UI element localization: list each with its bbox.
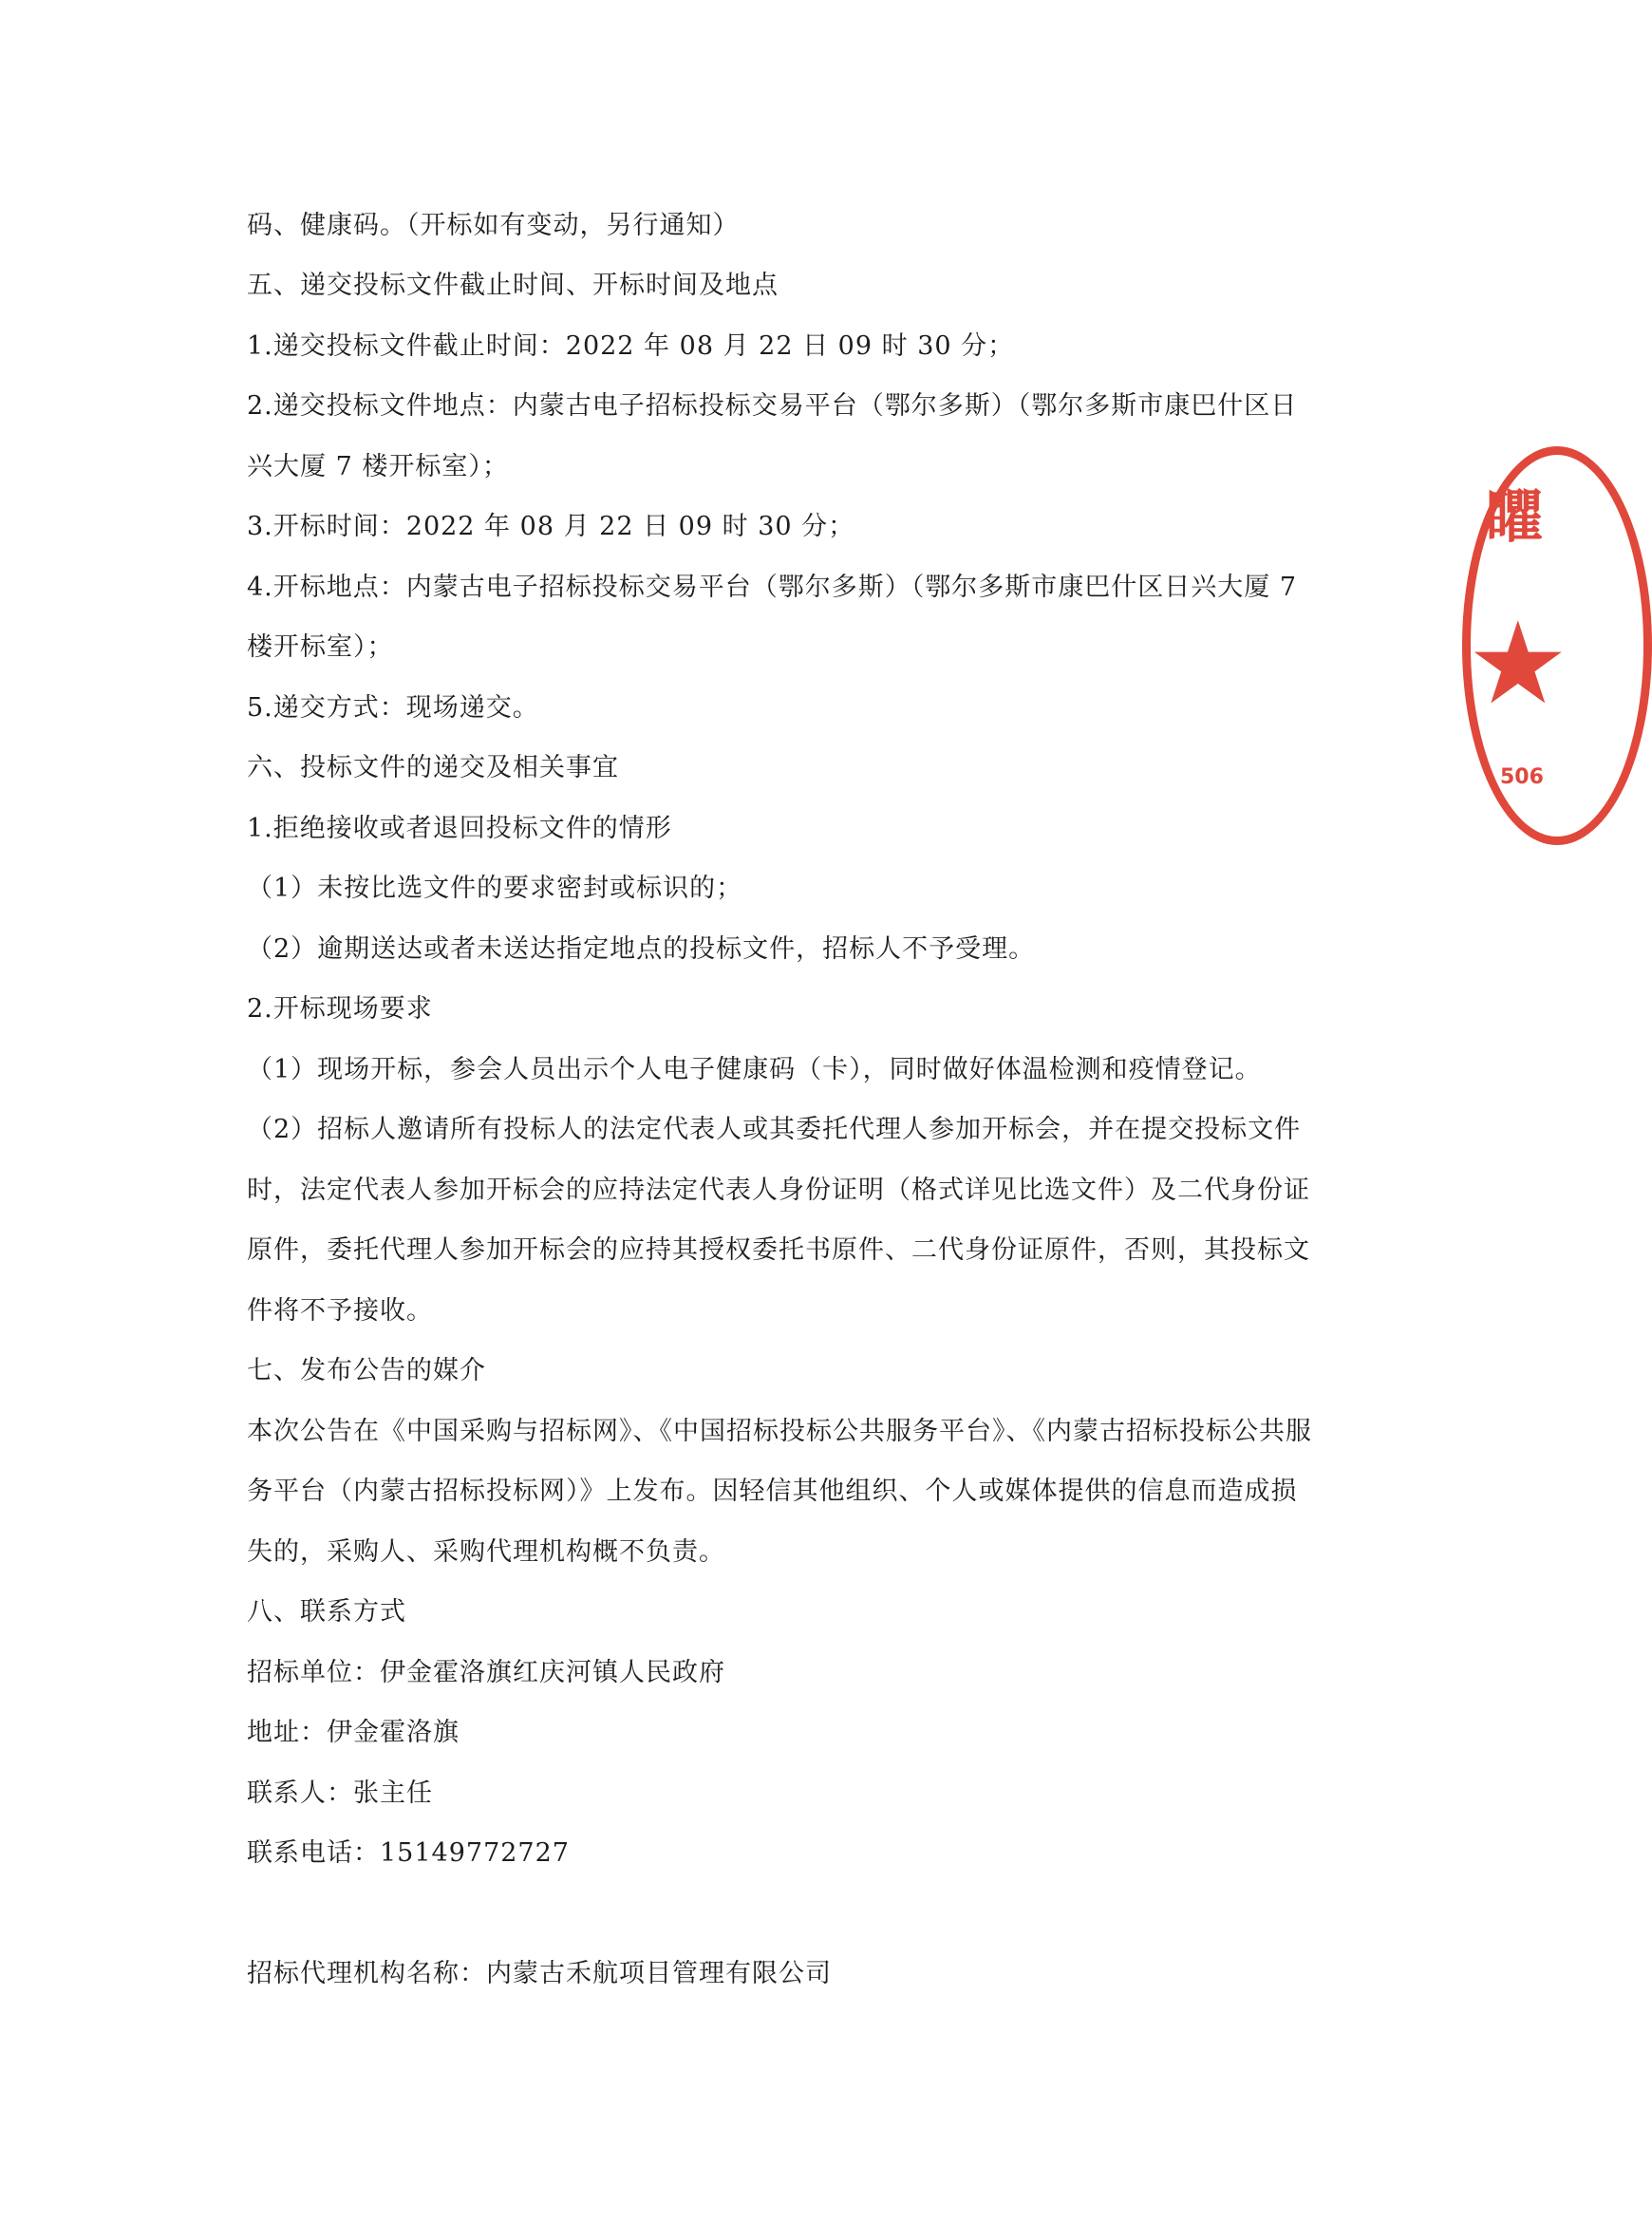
text-line-submit-method: 5.递交方式：现场递交。	[247, 693, 539, 723]
text-line-contact-person: 联系人：张主任	[247, 1779, 433, 1808]
seal-char: 䂂	[1486, 484, 1543, 551]
text-line-contact-phone: 联系电话：15149772727	[247, 1838, 570, 1868]
text-line-onsite-requirements: 2.开标现场要求	[247, 994, 433, 1024]
text-line-media-cont-2: 失的，采购人、采购代理机构概不负责。	[247, 1537, 725, 1567]
seal-star-icon: ★	[1467, 598, 1569, 730]
text-line-onsite-item-2-cont-1: 时，法定代表人参加开标会的应持法定代表人身份证明（格式详见比选文件）及二代身份证	[247, 1176, 1310, 1205]
text-line-deadline: 1.递交投标文件截止时间：2022 年 08 月 22 日 09 时 30 分；	[247, 331, 1015, 361]
text-line-media: 本次公告在《中国采购与招标网》、《中国招标投标公共服务平台》、《内蒙古招标投标公共服	[247, 1417, 1312, 1446]
seal-number: 506	[1500, 765, 1544, 789]
text-line-opening-place: 4.开标地点：内蒙古电子招标投标交易平台（鄂尔多斯）（鄂尔多斯市康巴什区日兴大厦 7	[247, 573, 1298, 602]
text-line-onsite-item-2-cont-3: 件将不予接收。	[247, 1296, 433, 1326]
text-line-opening-time: 3.开标时间：2022 年 08 月 22 日 09 时 30 分；	[247, 512, 855, 541]
text-line-location-cont: 兴大厦 7 楼开标室）；	[247, 452, 509, 481]
section-heading-8: 八、联系方式	[247, 1597, 406, 1627]
text-line-reject-cases: 1.拒绝接收或者退回投标文件的情形	[247, 814, 672, 843]
text-line-tenderer: 招标单位：伊金霍洛旗红庆河镇人民政府	[247, 1658, 725, 1687]
text-line-address: 地址：伊金霍洛旗	[247, 1718, 460, 1747]
text-line-onsite-item-2-cont-2: 原件，委托代理人参加开标会的应持其授权委托书原件、二代身份证原件，否则，其投标文	[247, 1235, 1310, 1265]
text-line-location: 2.递交投标文件地点：内蒙古电子招标投标交易平台（鄂尔多斯）（鄂尔多斯市康巴什区日	[247, 391, 1298, 421]
text-line-reject-item-2: （2）逾期送达或者未送达指定地点的投标文件，招标人不予受理。	[247, 934, 1036, 964]
text-line-onsite-item-1: （1）现场开标，参会人员出示个人电子健康码（卡），同时做好体温检测和疫情登记。	[247, 1055, 1262, 1084]
text-line-onsite-item-2: （2）招标人邀请所有投标人的法定代表人或其委托代理人参加开标会，并在提交投标文件	[247, 1115, 1302, 1144]
section-heading-7: 七、发布公告的媒介	[247, 1356, 486, 1385]
text-line-continuation: 码、健康码。（开标如有变动，另行通知）	[247, 211, 740, 240]
text-line-media-cont-1: 务平台（内蒙古招标投标网）》上发布。因轻信其他组织、个人或媒体提供的信息而造成损	[247, 1477, 1298, 1506]
section-heading-6: 六、投标文件的递交及相关事宜	[247, 753, 619, 782]
text-line-agency-name: 招标代理机构名称：内蒙古禾航项目管理有限公司	[247, 1959, 832, 1988]
section-heading-5: 五、递交投标文件截止时间、开标时间及地点	[247, 271, 779, 300]
text-line-reject-item-1: （1）未按比选文件的要求密封或标识的；	[247, 874, 743, 903]
text-line-opening-place-cont: 楼开标室）；	[247, 632, 394, 662]
